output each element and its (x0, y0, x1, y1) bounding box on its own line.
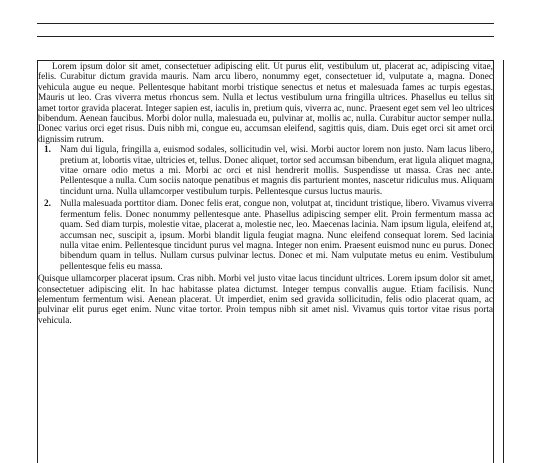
list-item-text: Nam dui ligula, fringilla a, euismod sodales, sollicitudin vel, wisi. Morbi auctor lorem non justo. Nam lacus libero, pretium at, lobortis vitae, ultricies et, tellus. Donec aliquet, tortor sed accumsan bibendum, erat ligula aliquet magna, vitae ornare odio metus a mi. Morbi ac orci et nisl hendrerit mollis. Suspendisse ut massa. Cras nec ante. Pellentesque a nulla. Cum sociis natoque penatibus et magnis dis parturient montes, nascetur ridiculus mus. Aliquam tincidunt urna. Nulla ullamcorper vestibulum turpis. Pellentesque cursus luctus mauris. (60, 145, 493, 197)
closing-paragraph: Quisque ullamcorper placerat ipsum. Cras nibh. Morbi vel justo vitae lacus tincidunt ultrices. Lorem ipsum dolor sit amet, consectetuer adipiscing elit. In hac habitasse platea dictumst. Integer tempus convallis augue. Etiam facilisis. Nunc elementum fermentum wisi. Aenean placerat. Ut imperdiet, enim sed gravida sollicitudin, felis odio placerat quam, ac pulvinar elit purus eget enim. Nunc vitae tortor. Proin tempus nibh sit amet nisl. Vivamus quis tortor vitae risus porta vehicula. (38, 274, 493, 326)
list-item (38, 199, 493, 272)
header-rule-bottom (37, 36, 494, 37)
enumerated-list (38, 145, 493, 272)
header-rule-top (37, 23, 494, 24)
list-item (38, 145, 493, 197)
list-item-number: 2. (44, 199, 51, 210)
intro-paragraph: Lorem ipsum dolor sit amet, consectetuer adipiscing elit. Ut purus elit, vestibulum ut, placerat ac, adipiscing vitae, felis. Curabitur dictum gravida mauris. Nam arcu libero, nonummy eget, consectetuer id, vulputate a, magna. Donec vehicula augue eu neque. Pellentesque habitant morbi tristique senectus et netus et malesuada fames ac turpis egestas. Mauris ut leo. Cras viverra metus rhoncus sem. Nulla et lectus vestibulum urna fringilla ultrices. Phasellus eu tellus sit amet tortor gravida placerat. Integer sapien est, iaculis in, pretium quis, viverra ac, nunc. Praesent eget sem vel leo ultrices bibendum. Aenean faucibus. Morbi dolor nulla, malesuada eu, pulvinar at, mollis ac, nulla. Curabitur auctor semper nulla. Donec varius orci eget risus. Duis nibh mi, congue eu, accumsan eleifend, sagittis quis, diam. Duis eget orci sit amet orci dignissim rutrum. (38, 62, 493, 145)
list-item-number: 1. (44, 145, 51, 156)
document-body (38, 62, 493, 326)
list-item-text: Nulla malesuada porttitor diam. Donec felis erat, congue non, volutpat at, tincidunt tristique, libero. Vivamus viverra fermentum felis. Donec nonummy pellentesque ante. Phasellus adipiscing semper elit. Proin fermentum massa ac quam. Sed diam turpis, molestie vitae, placerat a, molestie nec, leo. Maecenas lacinia. Nam ipsum ligula, eleifend at, accumsan nec, suscipit a, ipsum. Morbi blandit ligula feugiat magna. Nunc eleifend consequat lorem. Sed lacinia nulla vitae enim. Pellentesque tincidunt purus vel magna. Integer non enim. Praesent euismod nunc eu purus. Donec bibendum quam in tellus. Nullam cursus pulvinar lectus. Donec et mi. Nam vulputate metus eu enim. Vestibulum pellentesque felis eu massa. (60, 199, 493, 272)
margin-line (503, 60, 504, 463)
